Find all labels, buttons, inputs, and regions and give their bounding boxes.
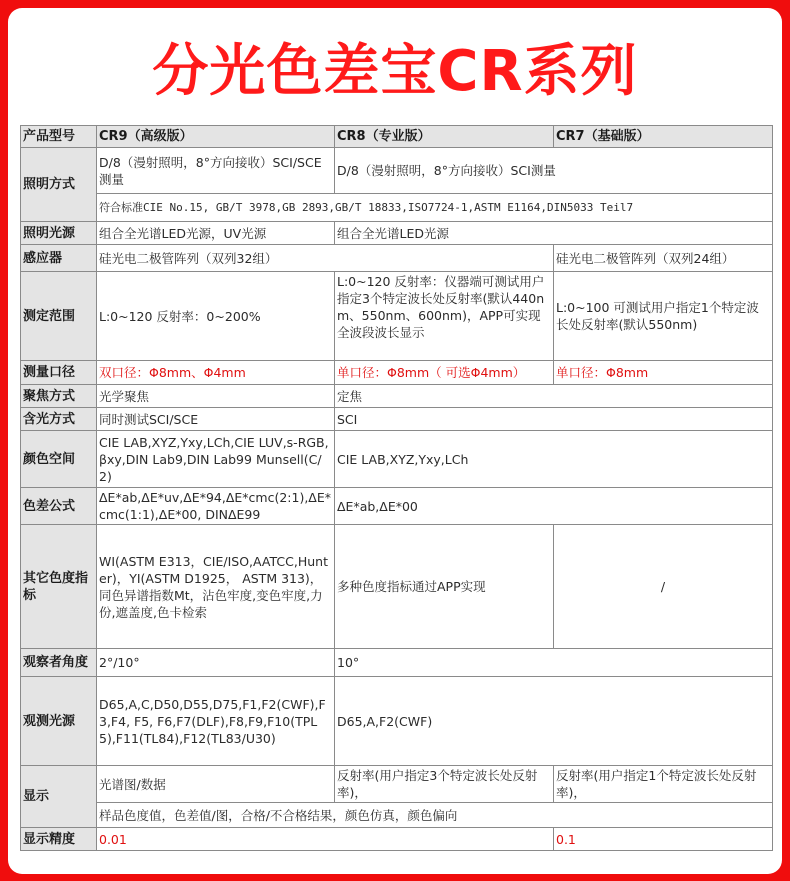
cell-observer-cr9: 2°/10° bbox=[97, 649, 335, 677]
cell-illuminant-cr9: D65,A,C,D50,D55,D75,F1,F2(CWF),F3,F4, F5, F6,F7(DLF),F8,F9,F10(TPL5),F11(TL84),F12(TL83/U30) bbox=[97, 677, 335, 766]
cell-range-cr9: L:0~120 反射率：0~200% bbox=[97, 272, 335, 361]
table-row bbox=[21, 148, 773, 194]
table-row bbox=[21, 245, 773, 272]
table-row bbox=[21, 677, 773, 766]
table-row bbox=[21, 488, 773, 525]
cell-range-cr8: L:0~120 反射率：仪器端可测试用户指定3个特定波长处反射率(默认440nm、550nm、600nm)，APP可实现全波段波长显示 bbox=[335, 272, 554, 361]
cell-precision-cr7: 0.1 bbox=[554, 828, 773, 851]
cell-illumination-cr8: D/8（漫射照明，8°方向接收）SCI测量 bbox=[335, 148, 773, 194]
cell-sensor-cr9-cr8: 硅光电二极管阵列（双列32组） bbox=[97, 245, 554, 272]
cell-display-common: 样品色度值，色差值/图，合格/不合格结果，颜色仿真，颜色偏向 bbox=[97, 803, 773, 828]
cell-focus-cr9: 光学聚焦 bbox=[97, 385, 335, 408]
page-title: 分光色差宝CR系列 bbox=[152, 39, 638, 104]
row-label-formula: 色差公式 bbox=[21, 488, 97, 525]
cell-specular-cr9: 同时测试SCI/SCE bbox=[97, 408, 335, 431]
row-label-focus: 聚焦方式 bbox=[21, 385, 97, 408]
cell-indices-cr9: WI(ASTM E313，CIE/ISO,AATCC,Hunter)，YI(ASTM D1925， ASTM 313)，同色异谱指数Mt，沾色牢度,变色牢度,力份,遮盖度,色卡检索 bbox=[97, 525, 335, 649]
cell-sensor-cr7: 硅光电二极管阵列（双列24组） bbox=[554, 245, 773, 272]
row-label-range: 测定范围 bbox=[21, 272, 97, 361]
table-row bbox=[21, 408, 773, 431]
header-row bbox=[21, 126, 773, 148]
table-row bbox=[21, 828, 773, 851]
table-row bbox=[21, 361, 773, 385]
cell-illuminant-cr8-cr7: D65,A,F2(CWF) bbox=[335, 677, 773, 766]
row-label-indices: 其它色度指标 bbox=[21, 525, 97, 649]
row-label-illuminant: 观测光源 bbox=[21, 677, 97, 766]
cell-indices-cr7: / bbox=[554, 525, 773, 649]
table-row bbox=[21, 272, 773, 361]
cell-light-source-cr9: 组合全光谱LED光源，UV光源 bbox=[97, 222, 335, 245]
cell-display-cr7: 反射率(用户指定1个特定波长处反射率)， bbox=[554, 766, 773, 803]
cell-observer-cr8-cr7: 10° bbox=[335, 649, 773, 677]
row-label-specular: 含光方式 bbox=[21, 408, 97, 431]
header-label: 产品型号 bbox=[21, 126, 97, 148]
cell-light-source-cr8-cr7: 组合全光谱LED光源 bbox=[335, 222, 773, 245]
spec-table bbox=[20, 125, 773, 851]
header-cr9: CR9（高级版） bbox=[97, 126, 335, 148]
row-label-precision: 显示精度 bbox=[21, 828, 97, 851]
row-label-illumination: 照明方式 bbox=[21, 148, 97, 222]
cell-color-space-cr8-cr7: CIE LAB,XYZ,Yxy,LCh bbox=[335, 431, 773, 488]
cell-precision-cr9-cr8: 0.01 bbox=[97, 828, 554, 851]
cell-formula-cr8-cr7: ΔE*ab,ΔE*00 bbox=[335, 488, 773, 525]
table-row bbox=[21, 222, 773, 245]
row-label-display: 显示 bbox=[21, 766, 97, 828]
row-label-light-source: 照明光源 bbox=[21, 222, 97, 245]
cell-display-cr9: 光谱图/数据 bbox=[97, 766, 335, 803]
cell-color-space-cr9: CIE LAB,XYZ,Yxy,LCh,CIE LUV,s-RGB,βxy,DIN Lab9,DIN Lab99 Munsell(C/2) bbox=[97, 431, 335, 488]
table-row bbox=[21, 431, 773, 488]
header-cr7: CR7（基础版） bbox=[554, 126, 773, 148]
cell-indices-cr8: 多种色度指标通过APP实现 bbox=[335, 525, 554, 649]
cell-aperture-cr9: 双口径：Φ8mm、Φ4mm bbox=[97, 361, 335, 385]
table-row bbox=[21, 803, 773, 828]
table-row bbox=[21, 385, 773, 408]
cell-specular-cr8-cr7: SCI bbox=[335, 408, 773, 431]
row-label-sensor: 感应器 bbox=[21, 245, 97, 272]
table-row bbox=[21, 194, 773, 222]
row-label-aperture: 测量口径 bbox=[21, 361, 97, 385]
cell-illumination-standards: 符合标准CIE No.15, GB/T 3978,GB 2893,GB/T 18833,ISO7724-1,ASTM E1164,DIN5033 Teil7 bbox=[97, 194, 773, 222]
cell-aperture-cr8: 单口径：Φ8mm（ 可选Φ4mm） bbox=[335, 361, 554, 385]
cell-range-cr7: L:0~100 可测试用户指定1个特定波长处反射率(默认550nm) bbox=[554, 272, 773, 361]
cell-aperture-cr7: 单口径：Φ8mm bbox=[554, 361, 773, 385]
cell-illumination-cr9: D/8（漫射照明，8°方向接收）SCI/SCE测量 bbox=[97, 148, 335, 194]
cell-display-cr8: 反射率(用户指定3个特定波长处反射率)， bbox=[335, 766, 554, 803]
row-label-color-space: 颜色空间 bbox=[21, 431, 97, 488]
cell-focus-cr8-cr7: 定焦 bbox=[335, 385, 773, 408]
table-row bbox=[21, 649, 773, 677]
table-row bbox=[21, 525, 773, 649]
cell-formula-cr9: ΔE*ab,ΔE*uv,ΔE*94,ΔE*cmc(2:1),ΔE*cmc(1:1),ΔE*00, DINΔE99 bbox=[97, 488, 335, 525]
spec-card bbox=[8, 8, 782, 874]
header-cr8: CR8（专业版） bbox=[335, 126, 554, 148]
row-label-observer: 观察者角度 bbox=[21, 649, 97, 677]
table-row bbox=[21, 766, 773, 803]
